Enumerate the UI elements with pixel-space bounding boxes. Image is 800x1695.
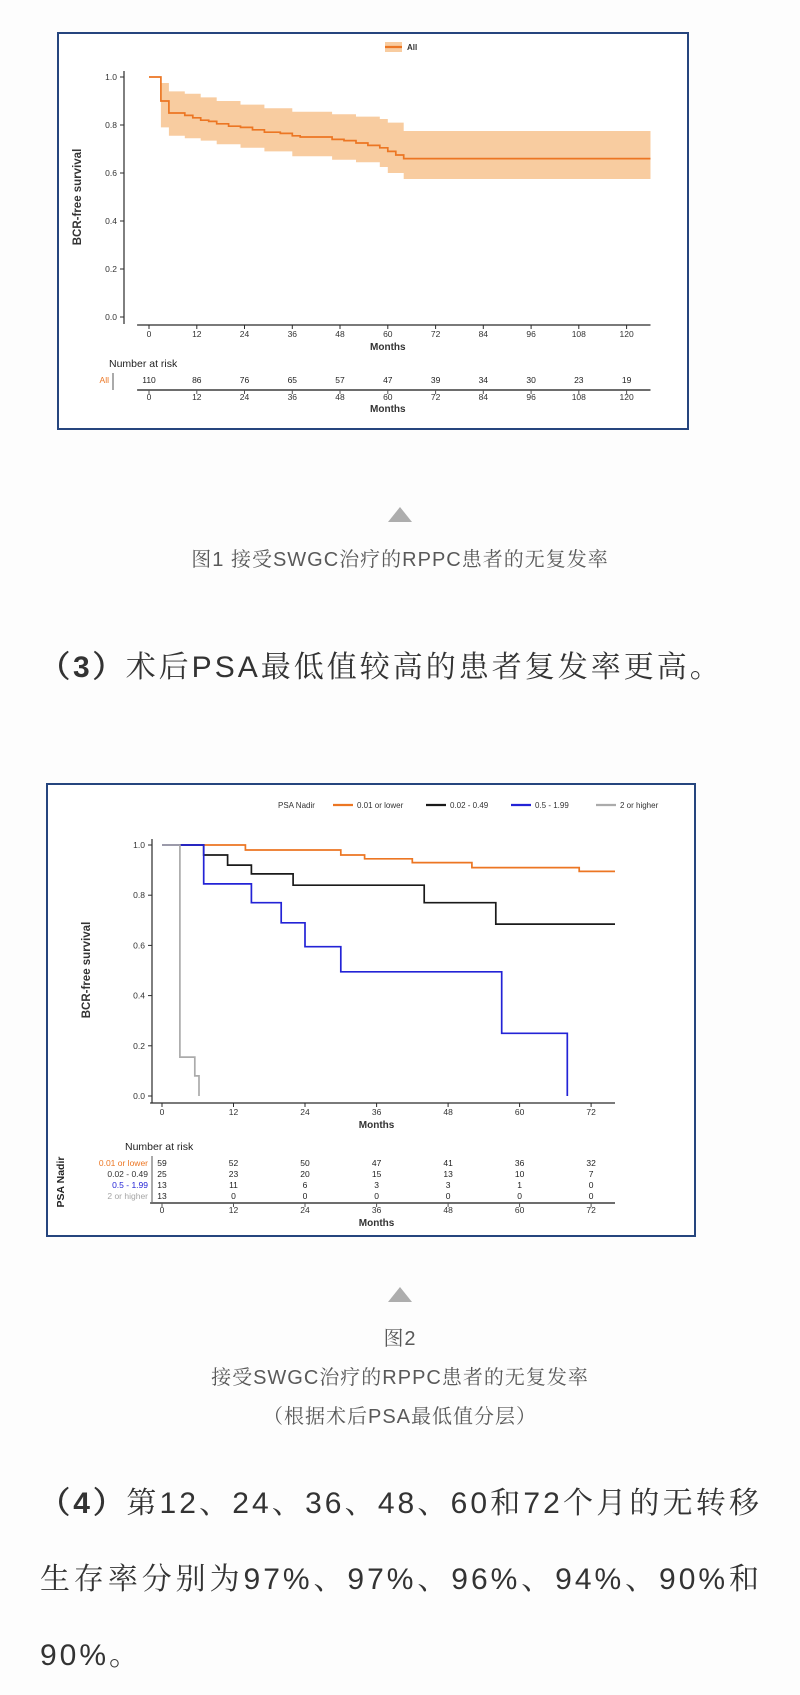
risk-value: 36 — [514, 1158, 525, 1168]
risk-value: 0 — [517, 1191, 522, 1201]
y-tick-label: 0.8 — [105, 120, 117, 130]
risk-row-label: All — [99, 375, 109, 385]
x-tick-label: 0 — [146, 329, 152, 339]
risk-value: 86 — [192, 375, 202, 385]
risk-value: 13 — [443, 1169, 453, 1179]
risk-tick-label: 72 — [586, 1205, 596, 1215]
risk-value: 41 — [443, 1158, 453, 1168]
paragraph-3 — [40, 642, 762, 694]
legend-label: 0.01 or lower — [357, 801, 404, 810]
y-tick-label: 0.4 — [105, 216, 117, 226]
risk-group-label: PSA Nadir — [55, 1156, 67, 1208]
x-tick-label: 60 — [383, 329, 393, 339]
risk-value: 30 — [526, 375, 536, 385]
risk-value: 23 — [228, 1169, 239, 1179]
risk-value: 47 — [383, 375, 393, 385]
risk-value: 3 — [445, 1180, 451, 1190]
x-tick-label: 0 — [159, 1107, 165, 1117]
x-tick-label: 12 — [228, 1107, 239, 1117]
risk-row-label: 0.02 - 0.49 — [107, 1169, 148, 1179]
risk-value: 50 — [300, 1158, 310, 1168]
risk-tick-label: 12 — [192, 392, 202, 402]
risk-value: 32 — [586, 1158, 596, 1168]
km-curve — [162, 845, 199, 1096]
risk-value: 6 — [302, 1180, 308, 1190]
x-tick-label: 84 — [478, 329, 489, 339]
risk-axis-title: Months — [370, 404, 406, 415]
risk-tick-label: 72 — [430, 392, 441, 402]
x-tick-label: 24 — [239, 329, 250, 339]
risk-value: 65 — [287, 375, 298, 385]
x-axis-title: Months — [358, 1120, 395, 1131]
risk-tick-label: 0 — [146, 392, 152, 402]
risk-value: 23 — [574, 375, 584, 385]
risk-value: 25 — [157, 1169, 167, 1179]
risk-value: 0 — [374, 1191, 379, 1201]
risk-value: 20 — [300, 1169, 310, 1179]
risk-value: 13 — [157, 1180, 167, 1190]
km-curve — [162, 845, 567, 1096]
x-tick-label: 96 — [526, 329, 536, 339]
risk-row-label: 0.5 - 1.99 — [112, 1180, 148, 1190]
risk-tick-label: 12 — [228, 1205, 239, 1215]
km-curve — [162, 845, 615, 871]
x-tick-label: 24 — [300, 1107, 310, 1117]
y-tick-label: 1.0 — [105, 72, 117, 82]
risk-tick-label: 48 — [443, 1205, 453, 1215]
figure1-km-chart — [59, 34, 687, 428]
risk-row-label: 2 or higher — [107, 1191, 148, 1201]
risk-tick-label: 84 — [478, 392, 489, 402]
confidence-band — [149, 77, 651, 179]
paragraph-4-number: （4） — [40, 1487, 127, 1520]
y-tick-label: 0.8 — [133, 890, 145, 901]
risk-table-header: Number at risk — [125, 1141, 194, 1153]
risk-tick-label: 60 — [383, 392, 393, 402]
y-tick-label: 0.6 — [105, 168, 117, 178]
x-tick-label: 48 — [335, 329, 345, 339]
x-tick-label: 108 — [571, 329, 586, 339]
risk-value: 52 — [228, 1158, 239, 1168]
figure2-caption-line2: 接受SWGC治疗的RPPC患者的无复发率 — [211, 1367, 589, 1389]
risk-value: 3 — [374, 1180, 379, 1190]
risk-value: 34 — [478, 375, 489, 385]
risk-value: 7 — [588, 1169, 594, 1179]
x-tick-label: 12 — [192, 329, 202, 339]
risk-value: 57 — [335, 375, 345, 385]
risk-value: 39 — [430, 375, 441, 385]
x-tick-label: 60 — [514, 1107, 525, 1117]
legend-label: 2 or higher — [620, 801, 659, 810]
y-tick-label: 0.2 — [105, 264, 117, 274]
x-axis-title: Months — [370, 342, 406, 353]
legend-label: All — [407, 43, 418, 52]
figure2-caption-line1: 图2 — [383, 1328, 417, 1350]
y-tick-label: 0.0 — [133, 1091, 145, 1101]
risk-value: 11 — [229, 1180, 238, 1190]
paragraph-3-text: 术后PSA最低值较高的患者复发率更高。 — [125, 651, 723, 684]
risk-value: 76 — [239, 375, 250, 385]
risk-value: 0 — [445, 1191, 451, 1201]
figure1-caption: 图1 接受SWGC治疗的RPPC患者的无复发率 — [191, 549, 609, 571]
risk-tick-label: 24 — [239, 392, 250, 402]
x-tick-label: 120 — [619, 329, 634, 339]
risk-tick-label: 36 — [287, 392, 298, 402]
figure2-caption-line3: （根据术后PSA最低值分层） — [262, 1406, 538, 1428]
x-tick-label: 48 — [443, 1107, 453, 1117]
risk-value: 59 — [157, 1158, 167, 1168]
y-tick-label: 0.0 — [105, 312, 117, 322]
x-tick-label: 36 — [371, 1107, 382, 1117]
risk-value: 10 — [514, 1169, 525, 1179]
risk-tick-label: 48 — [335, 392, 345, 402]
paragraph-4-text: 第12、24、36、48、60和72个月的无转移生存率分别为97%、97%、96%、94%、90%和90%。 — [40, 1487, 763, 1672]
figure2-km-chart — [48, 785, 694, 1235]
risk-tick-label: 36 — [371, 1205, 382, 1215]
risk-value: 0 — [588, 1180, 594, 1190]
paragraph-3-number: （3） — [40, 651, 126, 684]
collapse-triangle-icon[interactable] — [388, 1287, 412, 1302]
legend-title: PSA Nadir — [278, 801, 315, 810]
risk-value: 15 — [371, 1169, 382, 1179]
figure2-caption — [0, 1320, 800, 1437]
y-axis-title: BCR-free survival — [72, 148, 84, 246]
legend-label: 0.5 - 1.99 — [535, 801, 569, 810]
y-tick-label: 0.6 — [133, 940, 145, 951]
x-tick-label: 36 — [287, 329, 298, 339]
risk-row-label: 0.01 or lower — [98, 1158, 148, 1168]
figure1-card — [57, 32, 689, 430]
x-tick-label: 72 — [430, 329, 441, 339]
risk-tick-label: 0 — [159, 1205, 165, 1215]
risk-value: 19 — [621, 375, 632, 385]
risk-value: 0 — [588, 1191, 594, 1201]
risk-value: 13 — [157, 1191, 167, 1201]
risk-value: 1 — [517, 1180, 522, 1190]
risk-value: 0 — [231, 1191, 236, 1201]
y-tick-label: 1.0 — [133, 840, 145, 850]
risk-tick-label: 24 — [300, 1205, 310, 1215]
x-tick-label: 72 — [586, 1107, 596, 1117]
risk-tick-label: 108 — [571, 392, 586, 402]
y-tick-label: 0.2 — [133, 1040, 145, 1051]
risk-tick-label: 120 — [619, 392, 634, 402]
paragraph-4 — [40, 1466, 762, 1694]
risk-axis-title: Months — [358, 1218, 395, 1229]
risk-value: 110 — [142, 375, 156, 385]
risk-tick-label: 60 — [514, 1205, 525, 1215]
risk-value: 0 — [302, 1191, 308, 1201]
y-axis-title: BCR-free survival — [81, 921, 93, 1019]
risk-table-header: Number at risk — [109, 358, 178, 370]
risk-value: 47 — [371, 1158, 382, 1168]
legend-label: 0.02 - 0.49 — [450, 801, 489, 810]
y-tick-label: 0.4 — [133, 990, 145, 1001]
collapse-triangle-icon[interactable] — [388, 507, 412, 522]
figure2-card — [46, 783, 696, 1237]
risk-tick-label: 96 — [526, 392, 536, 402]
